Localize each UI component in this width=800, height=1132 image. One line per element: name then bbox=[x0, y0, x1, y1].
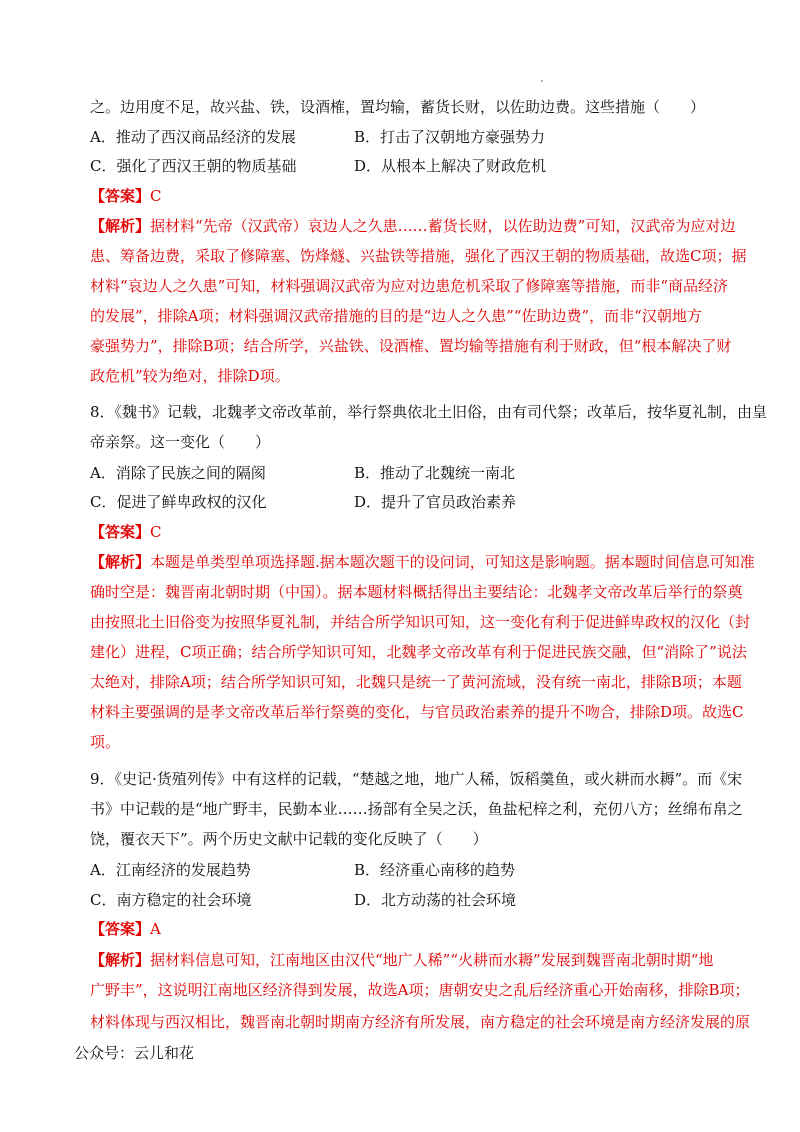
q9-answer-label: 【答案】 bbox=[90, 920, 151, 938]
q7-analysis-line-6: 政危机”较为绝对，排除D项。 bbox=[90, 367, 290, 385]
q8-analysis-line-3: 由按照北土旧俗变为按照华夏礼制，并结合所学知识可知，这一变化有利于促进鲜卑政权的汉化（封 bbox=[90, 613, 751, 631]
q8-stem-line-1: 8．《魏书》记载，北魏孝文帝改革前，举行祭典依北土旧俗，由有司代祭；改革后，按华夏礼制，由皇 bbox=[90, 403, 768, 421]
q8-answer bbox=[90, 522, 730, 542]
q8-answer-label: 【答案】 bbox=[90, 523, 151, 541]
q8-analysis-line-7: 项。 bbox=[90, 733, 121, 751]
decorative-dot bbox=[541, 80, 543, 82]
q9-stem-line-3: 饶，覆衣天下”。两个历史文献中记载的变化反映了（ ） bbox=[90, 830, 488, 848]
q7-answer bbox=[90, 186, 730, 206]
q9-answer-value: A bbox=[150, 920, 161, 938]
q9-option-d: D．北方动荡的社会环境 bbox=[354, 891, 517, 909]
q7-option-b: B．打击了汉朝地方豪强势力 bbox=[354, 128, 546, 146]
q7-analysis-line-2: 患、筹备边费，采取了修障塞、饬烽燧、兴盐铁等措施，强化了西汉王朝的物质基础，故选C项；据 bbox=[90, 247, 747, 265]
q8-analysis-line-5: 太绝对，排除A项；结合所学知识可知，北魏只是统一了黄河流域，没有统一南北，排除B项；本题 bbox=[90, 673, 742, 691]
q9-stem-line-1: 9．《史记·货殖列传》中有这样的记载，“楚越之地，地广人稀，饭稻羹鱼，或火耕而水耨”。而《宋 bbox=[90, 770, 743, 788]
q9-analysis-line-3: 材料体现与西汉相比，魏晋南北朝时期南方经济有所发展，南方稳定的社会环境是南方经济发展的原 bbox=[90, 1013, 751, 1031]
q8-analysis-line-1: 【解析】本题是单类型单项选择题.据本题次题干的设问词，可知这是影响题。据本题时间信息可知准 bbox=[90, 553, 755, 571]
q7-answer-label: 【答案】 bbox=[90, 187, 151, 205]
q8-option-a: A．消除了民族之间的隔阂 bbox=[90, 464, 266, 482]
q7-option-c: C．强化了西汉王朝的物质基础 bbox=[90, 157, 297, 175]
q7-analysis-line-1: 【解析】据材料“先帝（汉武帝）哀边人之久患……蓄货长财，以佐助边费”可知，汉武帝为应对边 bbox=[90, 217, 736, 235]
q8-analysis-label: 【解析】 bbox=[90, 553, 151, 571]
q7-analysis-label: 【解析】 bbox=[90, 217, 151, 235]
q7-analysis-line-5: 豪强势力”，排除B项；结合所学，兴盐铁、设酒榷、置均输等措施有利于财政，但“根本解决了财 bbox=[90, 337, 732, 355]
q8-answer-value: C bbox=[150, 523, 162, 541]
q8-option-d: D．提升了官员政治素养 bbox=[354, 493, 517, 511]
q7-analysis-line-4: 的发展”，排除A项；材料强调汉武帝措施的目的是“边人之久患”“佐助边费”，而非“汉朝地方 bbox=[90, 307, 702, 325]
q8-stem-line-2: 帝亲祭。这一变化（ ） bbox=[90, 433, 271, 451]
q8-analysis-line-6: 材料主要强调的是孝文帝改革后举行祭奠的变化，与官员政治素养的提升不吻合，排除D项。故选C bbox=[90, 703, 744, 721]
q9-analysis-line-1: 【解析】据材料信息可知，江南地区由汉代“地广人稀”“火耕而水耨”发展到魏晋南北朝时期“地 bbox=[90, 951, 714, 969]
q9-analysis-label: 【解析】 bbox=[90, 951, 151, 969]
q8-option-b: B．推动了北魏统一南北 bbox=[354, 464, 516, 482]
q7-answer-value: C bbox=[150, 187, 162, 205]
q7-stem-tail: 之。边用度不足，故兴盐、铁，设酒榷，置均输，蓄货长财，以佐助边费。这些措施（ ） bbox=[90, 98, 706, 116]
q8-analysis-line-2: 确时空是：魏晋南北朝时期（中国）。据本题材料概括得出主要结论：北魏孝文帝改革后举行的祭奠 bbox=[90, 583, 743, 601]
footer-wechat-account: 公众号：云儿和花 bbox=[74, 1044, 195, 1062]
q9-answer bbox=[90, 919, 730, 939]
q9-option-c: C．南方稳定的社会环境 bbox=[90, 891, 252, 909]
q8-option-c: C．促进了鲜卑政权的汉化 bbox=[90, 493, 267, 511]
q9-analysis-line-2: 广野丰”，这说明江南地区经济得到发展，故选A项；唐朝安史之乱后经济重心开始南移，排除B项； bbox=[90, 981, 750, 999]
q7-option-a: A．推动了西汉商品经济的发展 bbox=[90, 128, 296, 146]
q7-option-d: D．从根本上解决了财政危机 bbox=[354, 157, 547, 175]
q8-analysis-line-4: 建化）进程，C项正确；结合所学知识可知，北魏孝文帝改革有利于促进民族交融，但“消除了”说法 bbox=[90, 643, 747, 661]
q7-analysis-line-3: 材料“哀边人之久患”可知，材料强调汉武帝为应对边患危机采取了修障塞等措施，而非“商品经济 bbox=[90, 277, 729, 295]
q9-stem-line-2: 书》中记载的是“地广野丰，民勤本业……扬部有全吴之沃，鱼盐杞梓之利，充仞八方；丝绵布帛之 bbox=[90, 800, 743, 818]
q9-option-a: A．江南经济的发展趋势 bbox=[90, 861, 251, 879]
q9-option-b: B．经济重心南移的趋势 bbox=[354, 861, 516, 879]
